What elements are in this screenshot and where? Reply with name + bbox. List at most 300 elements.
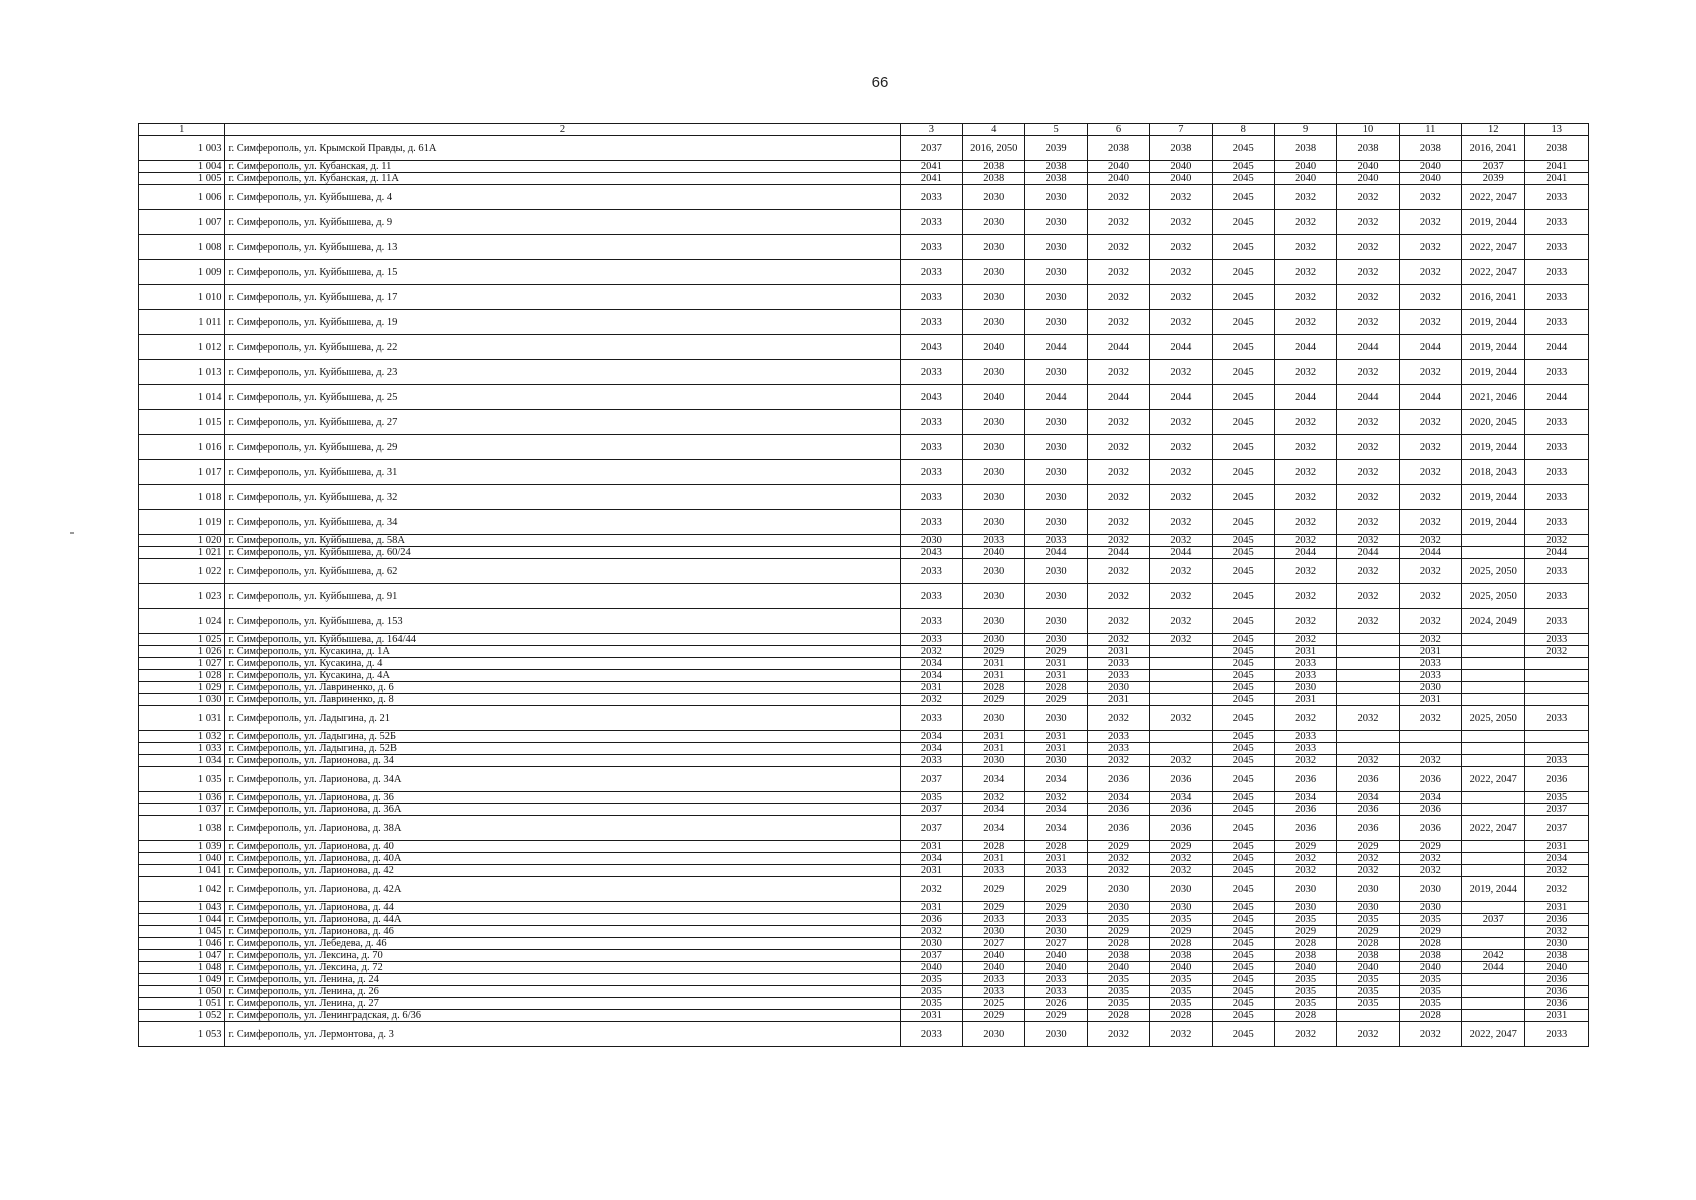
- table-row: [139, 841, 1589, 853]
- row-id-cell: 1 012: [139, 335, 225, 360]
- value-cell: 2045: [1212, 841, 1274, 853]
- value-cell: 2028: [1025, 682, 1087, 694]
- address-cell: г. Симферополь, ул. Куйбышева, д. 13: [225, 235, 900, 260]
- row-id-cell: 1 050: [139, 986, 225, 998]
- column-header: 6: [1087, 124, 1149, 136]
- value-cell: 2038: [963, 161, 1025, 173]
- value-cell: 2040: [900, 962, 962, 974]
- value-cell: 2034: [1399, 792, 1461, 804]
- value-cell: 2032: [1337, 755, 1399, 767]
- value-cell: 2045: [1212, 998, 1274, 1010]
- value-cell: 2032: [1150, 485, 1212, 510]
- value-cell: 2031: [963, 853, 1025, 865]
- value-cell: 2032: [1337, 485, 1399, 510]
- address-cell: г. Симферополь, ул. Ларионова, д. 40: [225, 841, 900, 853]
- value-cell: 2045: [1212, 877, 1274, 902]
- value-cell: 2032: [1150, 755, 1212, 767]
- address-cell: г. Симферополь, ул. Куйбышева, д. 23: [225, 360, 900, 385]
- value-cell: 2045: [1212, 755, 1274, 767]
- value-cell: 2038: [1150, 950, 1212, 962]
- column-header: 8: [1212, 124, 1274, 136]
- value-cell: 2034: [900, 670, 962, 682]
- value-cell: 2028: [1025, 841, 1087, 853]
- value-cell: 2044: [1025, 335, 1087, 360]
- value-cell: 2044: [1399, 335, 1461, 360]
- address-cell: г. Симферополь, ул. Куйбышева, д. 62: [225, 559, 900, 584]
- value-cell: 2032: [1274, 285, 1336, 310]
- value-cell: 2045: [1212, 950, 1274, 962]
- value-cell: 2029: [1025, 902, 1087, 914]
- table-row: [139, 609, 1589, 634]
- value-cell: 2032: [1087, 260, 1149, 285]
- value-cell: 2045: [1212, 235, 1274, 260]
- value-cell: 2032: [1274, 706, 1336, 731]
- value-cell: 2035: [900, 974, 962, 986]
- value-cell: 2045: [1212, 694, 1274, 706]
- scan-speck: [70, 532, 74, 534]
- value-cell: 2032: [1150, 609, 1212, 634]
- value-cell: 2033: [900, 260, 962, 285]
- value-cell: 2035: [1399, 986, 1461, 998]
- value-cell: 2043: [900, 385, 962, 410]
- value-cell: 2030: [963, 510, 1025, 535]
- address-cell: г. Симферополь, ул. Ларионова, д. 38А: [225, 816, 900, 841]
- value-cell: 2022, 2047: [1462, 260, 1525, 285]
- value-cell: 2045: [1212, 310, 1274, 335]
- value-cell: 2036: [1274, 767, 1336, 792]
- value-cell: [1462, 974, 1525, 986]
- value-cell: 2029: [1150, 841, 1212, 853]
- value-cell: 2030: [963, 584, 1025, 609]
- value-cell: [1462, 658, 1525, 670]
- value-cell: 2045: [1212, 804, 1274, 816]
- value-cell: 2028: [1399, 1010, 1461, 1022]
- value-cell: 2019, 2044: [1462, 877, 1525, 902]
- value-cell: [1462, 682, 1525, 694]
- value-cell: 2032: [1399, 609, 1461, 634]
- value-cell: 2032: [1399, 285, 1461, 310]
- address-cell: г. Симферополь, ул. Куйбышева, д. 31: [225, 460, 900, 485]
- address-cell: г. Симферополь, ул. Кусакина, д. 1А: [225, 646, 900, 658]
- table-row: [139, 385, 1589, 410]
- value-cell: 2045: [1212, 962, 1274, 974]
- value-cell: 2033: [900, 310, 962, 335]
- address-cell: г. Симферополь, ул. Кубанская, д. 11: [225, 161, 900, 173]
- row-id-cell: 1 011: [139, 310, 225, 335]
- value-cell: [1462, 634, 1525, 646]
- value-cell: 2033: [900, 584, 962, 609]
- value-cell: 2036: [1399, 804, 1461, 816]
- value-cell: 2032: [1337, 865, 1399, 877]
- value-cell: 2033: [1525, 584, 1589, 609]
- value-cell: 2032: [1087, 185, 1149, 210]
- value-cell: 2038: [1274, 950, 1336, 962]
- value-cell: 2029: [1087, 926, 1149, 938]
- value-cell: 2030: [963, 634, 1025, 646]
- value-cell: 2045: [1212, 926, 1274, 938]
- value-cell: 2036: [900, 914, 962, 926]
- value-cell: 2040: [1274, 173, 1336, 185]
- value-cell: 2038: [1150, 136, 1212, 161]
- value-cell: 2032: [1337, 410, 1399, 435]
- value-cell: [1525, 694, 1589, 706]
- value-cell: 2016, 2041: [1462, 136, 1525, 161]
- value-cell: [1337, 646, 1399, 658]
- value-cell: 2038: [1525, 950, 1589, 962]
- value-cell: 2022, 2047: [1462, 235, 1525, 260]
- table-row: [139, 743, 1589, 755]
- row-id-cell: 1 032: [139, 731, 225, 743]
- value-cell: 2030: [1025, 210, 1087, 235]
- value-cell: 2030: [900, 535, 962, 547]
- value-cell: [1337, 658, 1399, 670]
- value-cell: 2044: [1150, 385, 1212, 410]
- value-cell: 2029: [1025, 1010, 1087, 1022]
- value-cell: 2032: [1087, 460, 1149, 485]
- table-row: [139, 877, 1589, 902]
- value-cell: 2032: [1150, 360, 1212, 385]
- value-cell: [1525, 670, 1589, 682]
- value-cell: 2033: [1525, 460, 1589, 485]
- value-cell: 2031: [1525, 1010, 1589, 1022]
- value-cell: 2045: [1212, 853, 1274, 865]
- value-cell: 2030: [1399, 877, 1461, 902]
- value-cell: 2038: [1087, 950, 1149, 962]
- value-cell: 2032: [1337, 559, 1399, 584]
- table-row: [139, 173, 1589, 185]
- value-cell: 2036: [1525, 974, 1589, 986]
- value-cell: 2045: [1212, 460, 1274, 485]
- value-cell: 2033: [1525, 510, 1589, 535]
- value-cell: 2040: [1025, 962, 1087, 974]
- value-cell: 2036: [1525, 986, 1589, 998]
- table-row: [139, 865, 1589, 877]
- value-cell: 2022, 2047: [1462, 767, 1525, 792]
- value-cell: 2026: [1025, 998, 1087, 1010]
- value-cell: 2032: [1399, 360, 1461, 385]
- value-cell: 2037: [900, 950, 962, 962]
- value-cell: 2032: [1274, 210, 1336, 235]
- value-cell: 2037: [1525, 816, 1589, 841]
- value-cell: 2030: [1274, 682, 1336, 694]
- value-cell: 2038: [1525, 136, 1589, 161]
- value-cell: 2034: [963, 804, 1025, 816]
- value-cell: 2033: [1525, 1022, 1589, 1047]
- value-cell: [1150, 731, 1212, 743]
- table-row: [139, 510, 1589, 535]
- address-cell: г. Симферополь, ул. Ларионова, д. 34А: [225, 767, 900, 792]
- row-id-cell: 1 017: [139, 460, 225, 485]
- address-cell: г. Симферополь, ул. Лермонтова, д. 3: [225, 1022, 900, 1047]
- value-cell: 2030: [1150, 902, 1212, 914]
- table-body: [139, 136, 1589, 1047]
- value-cell: 2030: [1025, 185, 1087, 210]
- address-cell: г. Симферополь, ул. Ларионова, д. 42: [225, 865, 900, 877]
- value-cell: 2034: [1025, 804, 1087, 816]
- value-cell: 2037: [900, 767, 962, 792]
- value-cell: 2035: [1525, 792, 1589, 804]
- column-header: 10: [1337, 124, 1399, 136]
- value-cell: 2032: [1150, 260, 1212, 285]
- value-cell: 2030: [1399, 902, 1461, 914]
- value-cell: 2030: [1525, 938, 1589, 950]
- value-cell: 2045: [1212, 335, 1274, 360]
- table-row: [139, 853, 1589, 865]
- value-cell: 2044: [1525, 385, 1589, 410]
- value-cell: 2034: [900, 731, 962, 743]
- value-cell: [1525, 743, 1589, 755]
- value-cell: 2030: [963, 755, 1025, 767]
- value-cell: [1462, 865, 1525, 877]
- address-cell: г. Симферополь, ул. Ларионова, д. 46: [225, 926, 900, 938]
- value-cell: 2029: [1025, 646, 1087, 658]
- value-cell: 2030: [963, 360, 1025, 385]
- table-row: [139, 634, 1589, 646]
- value-cell: 2040: [1274, 161, 1336, 173]
- value-cell: 2045: [1212, 731, 1274, 743]
- address-cell: г. Симферополь, ул. Ларионова, д. 40А: [225, 853, 900, 865]
- value-cell: 2032: [1087, 235, 1149, 260]
- value-cell: 2036: [1525, 767, 1589, 792]
- value-cell: 2030: [963, 235, 1025, 260]
- row-id-cell: 1 040: [139, 853, 225, 865]
- value-cell: 2030: [1087, 682, 1149, 694]
- value-cell: 2025, 2050: [1462, 584, 1525, 609]
- value-cell: 2040: [1025, 950, 1087, 962]
- value-cell: 2035: [1274, 974, 1336, 986]
- table-row: [139, 658, 1589, 670]
- value-cell: 2016, 2041: [1462, 285, 1525, 310]
- table-row: [139, 559, 1589, 584]
- value-cell: 2031: [963, 731, 1025, 743]
- value-cell: 2033: [1525, 285, 1589, 310]
- table-row: [139, 902, 1589, 914]
- value-cell: [1462, 853, 1525, 865]
- value-cell: 2033: [1274, 731, 1336, 743]
- value-cell: 2037: [1525, 804, 1589, 816]
- value-cell: 2032: [1399, 755, 1461, 767]
- value-cell: [1150, 682, 1212, 694]
- value-cell: 2032: [1337, 584, 1399, 609]
- value-cell: 2030: [1399, 682, 1461, 694]
- value-cell: 2045: [1212, 743, 1274, 755]
- table-row: [139, 235, 1589, 260]
- address-cell: г. Симферополь, ул. Куйбышева, д. 4: [225, 185, 900, 210]
- value-cell: 2032: [1399, 535, 1461, 547]
- value-cell: [1462, 841, 1525, 853]
- value-cell: 2034: [1525, 853, 1589, 865]
- address-cell: г. Симферополь, ул. Ларионова, д. 34: [225, 755, 900, 767]
- value-cell: 2028: [1150, 1010, 1212, 1022]
- value-cell: 2032: [1337, 609, 1399, 634]
- value-cell: 2045: [1212, 986, 1274, 998]
- value-cell: 2035: [1399, 974, 1461, 986]
- table-row: [139, 670, 1589, 682]
- value-cell: 2035: [1274, 998, 1336, 1010]
- value-cell: 2032: [1150, 706, 1212, 731]
- value-cell: 2030: [1025, 310, 1087, 335]
- value-cell: 2031: [1274, 646, 1336, 658]
- value-cell: 2029: [1274, 926, 1336, 938]
- value-cell: 2030: [900, 938, 962, 950]
- value-cell: 2030: [1150, 877, 1212, 902]
- value-cell: 2032: [1087, 865, 1149, 877]
- value-cell: 2033: [963, 914, 1025, 926]
- value-cell: 2030: [1025, 584, 1087, 609]
- value-cell: 2032: [1337, 360, 1399, 385]
- value-cell: 2032: [1274, 360, 1336, 385]
- address-cell: г. Симферополь, ул. Ленинградская, д. 6/36: [225, 1010, 900, 1022]
- value-cell: 2045: [1212, 584, 1274, 609]
- value-cell: 2034: [1274, 792, 1336, 804]
- column-header: 2: [225, 124, 900, 136]
- value-cell: 2032: [1399, 185, 1461, 210]
- value-cell: 2033: [900, 755, 962, 767]
- value-cell: 2037: [900, 804, 962, 816]
- row-id-cell: 1 027: [139, 658, 225, 670]
- table-row: [139, 535, 1589, 547]
- address-cell: г. Симферополь, ул. Ленина, д. 26: [225, 986, 900, 998]
- value-cell: 2030: [1025, 360, 1087, 385]
- value-cell: 2036: [1337, 816, 1399, 841]
- value-cell: 2030: [963, 609, 1025, 634]
- value-cell: 2030: [1025, 609, 1087, 634]
- table-row: [139, 767, 1589, 792]
- value-cell: 2045: [1212, 658, 1274, 670]
- value-cell: 2036: [1399, 816, 1461, 841]
- value-cell: 2032: [1087, 210, 1149, 235]
- row-id-cell: 1 013: [139, 360, 225, 385]
- value-cell: 2035: [1337, 986, 1399, 998]
- value-cell: 2030: [963, 926, 1025, 938]
- value-cell: 2032: [1399, 460, 1461, 485]
- value-cell: 2029: [1274, 841, 1336, 853]
- value-cell: 2045: [1212, 914, 1274, 926]
- value-cell: 2032: [1399, 853, 1461, 865]
- value-cell: 2032: [1087, 853, 1149, 865]
- value-cell: 2045: [1212, 260, 1274, 285]
- column-header: 1: [139, 124, 225, 136]
- address-cell: г. Симферополь, ул. Кусакина, д. 4: [225, 658, 900, 670]
- value-cell: 2036: [1087, 804, 1149, 816]
- value-cell: 2043: [900, 547, 962, 559]
- value-cell: 2040: [963, 385, 1025, 410]
- value-cell: [1462, 926, 1525, 938]
- value-cell: 2032: [1150, 584, 1212, 609]
- value-cell: 2033: [1525, 360, 1589, 385]
- value-cell: 2032: [1150, 235, 1212, 260]
- value-cell: 2035: [900, 986, 962, 998]
- value-cell: [1337, 731, 1399, 743]
- table-row: [139, 485, 1589, 510]
- column-header: 9: [1274, 124, 1336, 136]
- value-cell: 2033: [900, 559, 962, 584]
- value-cell: [1150, 658, 1212, 670]
- value-cell: 2036: [1274, 816, 1336, 841]
- row-id-cell: 1 046: [139, 938, 225, 950]
- value-cell: 2034: [1150, 792, 1212, 804]
- value-cell: 2034: [1025, 816, 1087, 841]
- value-cell: 2030: [963, 310, 1025, 335]
- value-cell: 2032: [1087, 634, 1149, 646]
- row-id-cell: 1 053: [139, 1022, 225, 1047]
- value-cell: 2040: [1150, 161, 1212, 173]
- value-cell: 2032: [1337, 535, 1399, 547]
- value-cell: 2045: [1212, 185, 1274, 210]
- value-cell: 2035: [1087, 986, 1149, 998]
- value-cell: 2035: [1150, 974, 1212, 986]
- value-cell: 2041: [900, 161, 962, 173]
- value-cell: 2033: [900, 360, 962, 385]
- value-cell: 2031: [963, 743, 1025, 755]
- value-cell: 2032: [1274, 853, 1336, 865]
- table-row: [139, 938, 1589, 950]
- value-cell: 2030: [1025, 285, 1087, 310]
- value-cell: 2032: [1337, 460, 1399, 485]
- value-cell: 2033: [900, 235, 962, 260]
- value-cell: 2033: [900, 185, 962, 210]
- row-id-cell: 1 018: [139, 485, 225, 510]
- value-cell: [1399, 743, 1461, 755]
- value-cell: 2041: [1525, 173, 1589, 185]
- value-cell: 2031: [1025, 853, 1087, 865]
- value-cell: 2045: [1212, 767, 1274, 792]
- value-cell: 2033: [1525, 235, 1589, 260]
- value-cell: [1462, 986, 1525, 998]
- value-cell: 2032: [1337, 1022, 1399, 1047]
- value-cell: 2045: [1212, 435, 1274, 460]
- value-cell: 2032: [1525, 865, 1589, 877]
- value-cell: 2037: [1462, 161, 1525, 173]
- value-cell: 2036: [1337, 804, 1399, 816]
- table-row: [139, 547, 1589, 559]
- value-cell: 2045: [1212, 535, 1274, 547]
- value-cell: [1399, 731, 1461, 743]
- value-cell: 2029: [963, 1010, 1025, 1022]
- value-cell: 2031: [900, 865, 962, 877]
- table-row: [139, 646, 1589, 658]
- value-cell: 2032: [1150, 410, 1212, 435]
- value-cell: 2032: [1274, 460, 1336, 485]
- address-cell: г. Симферополь, ул. Ларионова, д. 44А: [225, 914, 900, 926]
- row-id-cell: 1 028: [139, 670, 225, 682]
- row-id-cell: 1 037: [139, 804, 225, 816]
- value-cell: 2045: [1212, 410, 1274, 435]
- row-id-cell: 1 033: [139, 743, 225, 755]
- value-cell: 2032: [1399, 210, 1461, 235]
- value-cell: 2029: [963, 646, 1025, 658]
- value-cell: 2040: [1337, 161, 1399, 173]
- value-cell: [1150, 743, 1212, 755]
- value-cell: 2033: [963, 974, 1025, 986]
- value-cell: 2045: [1212, 609, 1274, 634]
- value-cell: 2035: [1337, 914, 1399, 926]
- value-cell: 2037: [900, 816, 962, 841]
- value-cell: 2031: [1025, 658, 1087, 670]
- value-cell: 2030: [1025, 260, 1087, 285]
- value-cell: 2034: [1087, 792, 1149, 804]
- table-row: [139, 974, 1589, 986]
- value-cell: 2036: [1150, 767, 1212, 792]
- value-cell: 2033: [900, 410, 962, 435]
- value-cell: [1150, 694, 1212, 706]
- row-id-cell: 1 021: [139, 547, 225, 559]
- table-row: [139, 584, 1589, 609]
- value-cell: 2045: [1212, 938, 1274, 950]
- value-cell: 2022, 2047: [1462, 1022, 1525, 1047]
- value-cell: [1337, 743, 1399, 755]
- value-cell: 2032: [1150, 285, 1212, 310]
